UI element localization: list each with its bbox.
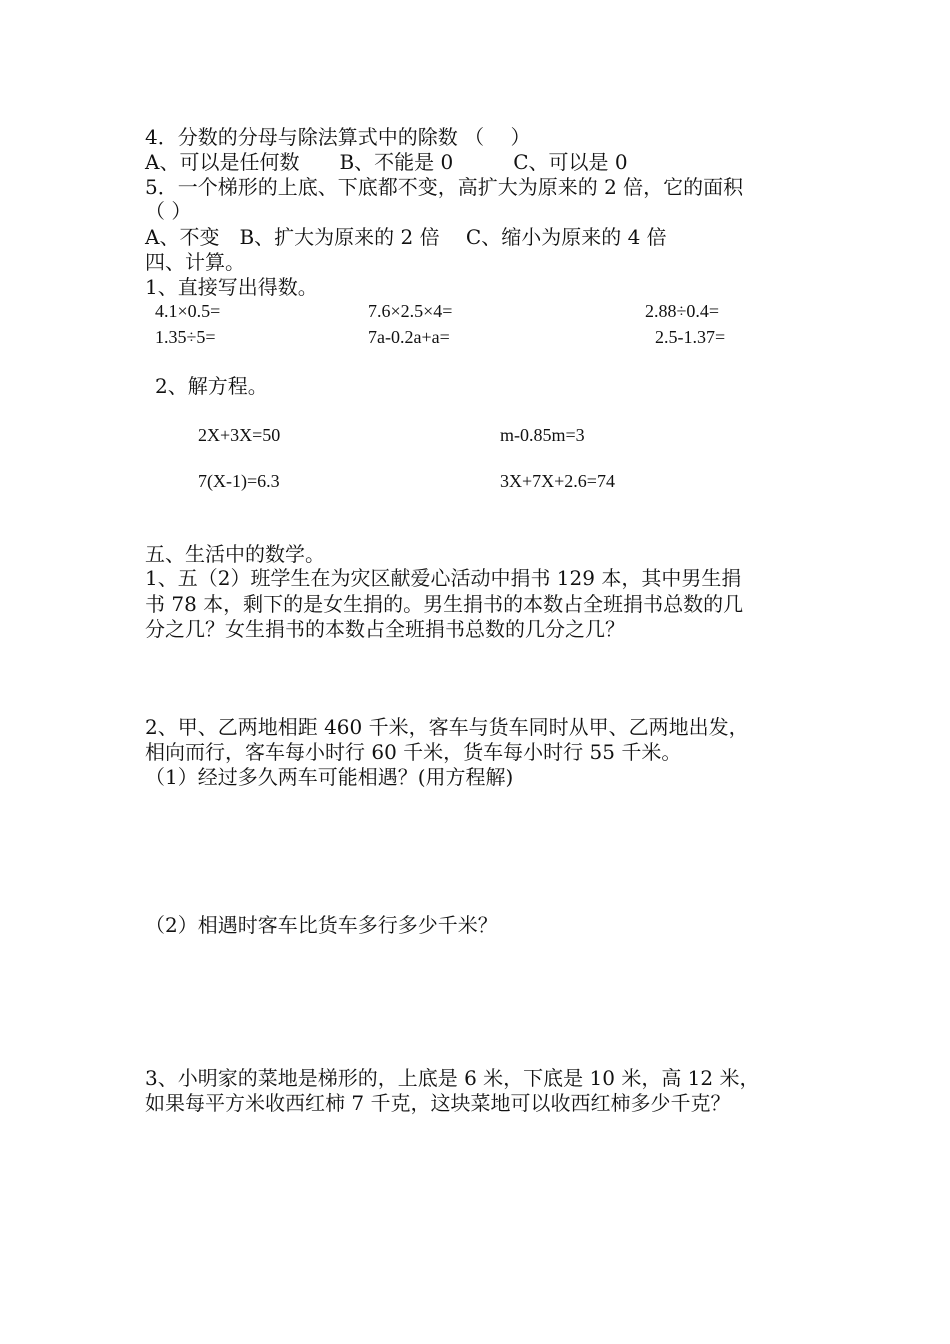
problem-3-line: 3、小明家的菜地是梯形的，上底是 6 米，下底是 10 米，高 12 米， bbox=[145, 1066, 760, 1090]
problem-3-line: 如果每平方米收西红柿 7 千克，这块菜地可以收西红柿多少千克？ bbox=[145, 1091, 731, 1115]
problem-1-line: 1、五（2）班学生在为灾区献爱心活动中捐书 129 本，其中男生捐 bbox=[145, 566, 742, 590]
problem-1-line: 分之几？女生捐书的本数占全班捐书总数的几分之几？ bbox=[145, 617, 625, 641]
equation: m-0.85m=3 bbox=[500, 425, 585, 445]
calc-item: 7a-0.2a+a= bbox=[368, 327, 450, 347]
section-5-title: 五、生活中的数学。 bbox=[145, 542, 325, 566]
equation: 2X+3X=50 bbox=[198, 425, 281, 445]
problem-2-sub-2: （2）相遇时客车比货车多行多少千米？ bbox=[145, 913, 498, 937]
question-4-options: A、可以是任何数 B、不能是 0 C、可以是 0 bbox=[145, 150, 628, 174]
calc-item: 7.6×2.5×4= bbox=[368, 301, 453, 321]
equation: 3X+7X+2.6=74 bbox=[500, 471, 615, 491]
calc-item: 4.1×0.5= bbox=[155, 301, 221, 321]
question-4: 4．分数的分母与除法算式中的除数 （ ） bbox=[145, 125, 531, 149]
equation: 7(X-1)=6.3 bbox=[198, 471, 280, 491]
problem-2-line: 2、甲、乙两地相距 460 千米，客车与货车同时从甲、乙两地出发， bbox=[145, 715, 749, 739]
part-1-title: 1、直接写出得数。 bbox=[145, 275, 318, 299]
calc-item: 2.5-1.37= bbox=[655, 327, 726, 347]
problem-2-sub-1: （1）经过多久两车可能相遇？(用方程解) bbox=[145, 765, 514, 789]
question-5: 5．一个梯形的上底、下底都不变，高扩大为原来的 2 倍，它的面积 bbox=[145, 175, 744, 199]
calc-item: 2.88÷0.4= bbox=[645, 301, 720, 321]
problem-1-line: 书 78 本，剩下的是女生捐的。男生捐书的本数占全班捐书总数的几 bbox=[145, 592, 744, 616]
problem-2-line: 相向而行，客车每小时行 60 千米，货车每小时行 55 千米。 bbox=[145, 740, 682, 764]
question-5-options: A、不变 B、扩大为原来的 2 倍 C、缩小为原来的 4 倍 bbox=[145, 225, 667, 249]
part-2-title: 2、解方程。 bbox=[155, 374, 268, 398]
question-5-paren: （ ） bbox=[145, 199, 192, 223]
calc-item: 1.35÷5= bbox=[155, 327, 216, 347]
section-4-title: 四、计算。 bbox=[145, 250, 245, 274]
